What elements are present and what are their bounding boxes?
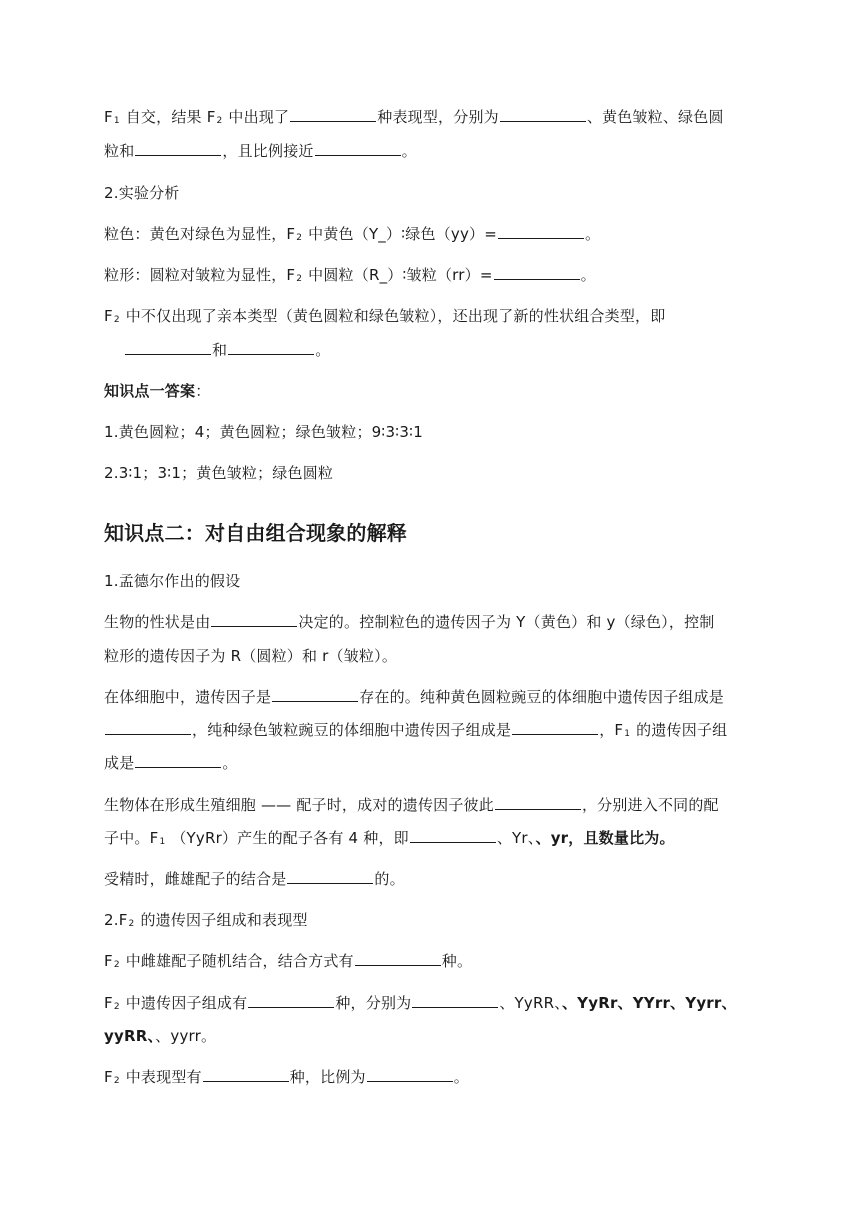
f1-selfing-line: $F_1$ 自交，结果 $F_2$ 中出现了 种表现型，分别为 、黄色皱粒、绿色圆 [104, 108, 724, 126]
blank [410, 827, 496, 843]
blank [290, 106, 376, 122]
f2-new-types-line: $F_2$ 中不仅出现了亲本类型（黄色圆粒和绿色皱粒），还出现了新的性状组合类型，即 [104, 307, 666, 325]
blank [287, 868, 373, 884]
trait-factor-line: 生物的性状是由 决定的。控制粒色的遗传因子为 Y（黄色）和 y（绿色），控制 [104, 613, 715, 631]
blank [211, 611, 297, 627]
section-2-experiment-analysis: 2.实验分析 [104, 184, 180, 202]
random-combination-line: $F_2$ 中雌雄配子随机结合，结合方式有 种。 [104, 952, 473, 970]
blank [494, 264, 580, 280]
gamete-line: 生物体在形成生殖细胞 —— 配子时，成对的遗传因子彼此 ，分别进入不同的配 [104, 796, 719, 814]
somatic-cell-line: 在体细胞中，遗传因子是 存在的。纯种黄色圆粒豌豆的体细胞中遗传因子组成是 [104, 688, 725, 706]
f2-new-types-line-2: 和 。 [104, 334, 776, 367]
answer-label-1: 知识点一答案： [104, 382, 211, 400]
blank [248, 992, 334, 1008]
blank [367, 1066, 453, 1082]
blank [105, 719, 191, 735]
seed-shape-line: 粒形：圆粒对皱粒为显性，$F_2$ 中圆粒（R_）∶皱粒（rr）= 。 [104, 266, 596, 284]
seed-color-line: 粒色：黄色对绿色为显性，$F_2$ 中黄色（Y_）∶绿色（yy）= 。 [104, 225, 601, 243]
genotype-line-2: yyRR、、yyrr。 [104, 1027, 217, 1045]
blank [495, 794, 581, 810]
somatic-cell-line-2: ，纯种绿色皱粒豌豆的体细胞中遗传因子组成是 ，$F_1$ 的遗传因子组 [104, 714, 756, 751]
blank [228, 339, 314, 355]
blank [135, 140, 221, 156]
blank [412, 992, 498, 1008]
section-1-hypothesis: 1.孟德尔作出的假设 [104, 572, 241, 590]
section-heading-2: 知识点二：对自由组合现象的解释 [104, 521, 407, 545]
trait-factor-line-2: 粒形的遗传因子为 R（圆粒）和 r（皱粒）。 [104, 647, 398, 665]
blank [135, 752, 221, 768]
answer-line-2: 2.3∶1；3∶1；黄色皱粒；绿色圆粒 [104, 464, 334, 482]
blank [203, 1066, 289, 1082]
blank [355, 950, 441, 966]
section-2-f2-genotype: $2.F_2$ 的遗传因子组成和表现型 [104, 911, 308, 929]
f1-selfing-line-2: 粒和 ，且比例接近 。 [104, 142, 417, 160]
blank [498, 223, 584, 239]
phenotype-line: $F_2$ 中表现型有 种，比例为 。 [104, 1068, 469, 1086]
somatic-cell-line-3: 成是 。 [104, 754, 238, 772]
genotype-line: $F_2$ 中遗传因子组成有 种，分别为 、YyRR、、YyRr、YYrr、Yyrr、 [104, 994, 737, 1012]
blank [512, 719, 598, 735]
blank [315, 140, 401, 156]
answer-line-1: 1.黄色圆粒；4；黄色圆粒；绿色皱粒；9∶3∶3∶1 [104, 423, 423, 441]
fertilization-line: 受精时，雌雄配子的结合是 的。 [104, 870, 405, 888]
blank [500, 106, 586, 122]
gamete-line-2: 子中。$F_1$ （YyRr）产生的配子各有 4 种，即 、Yr、、yr，且数量比为。 [104, 829, 675, 847]
blank [125, 339, 211, 355]
blank [272, 686, 358, 702]
